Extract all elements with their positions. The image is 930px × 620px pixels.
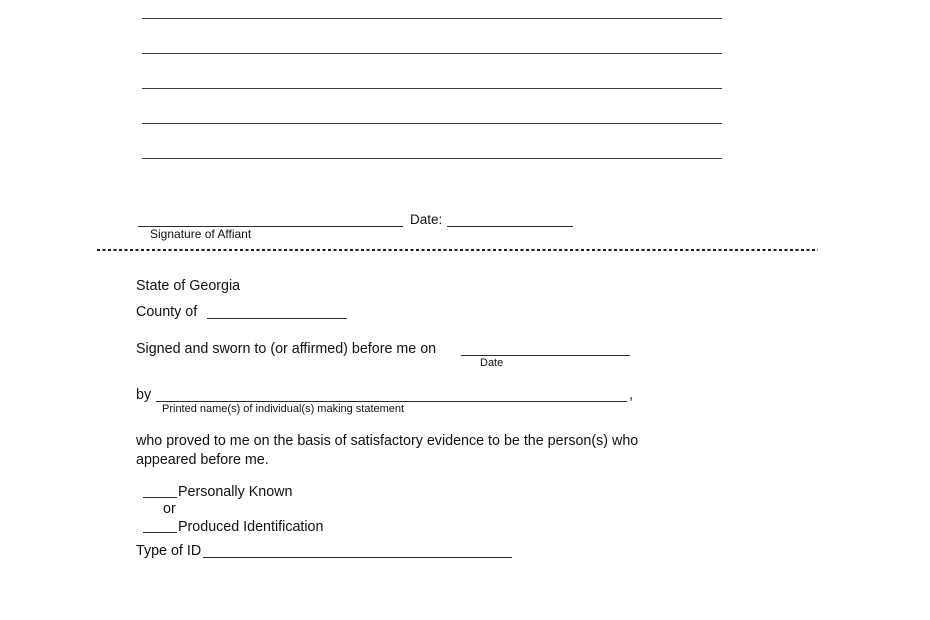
- signature-caption: Signature of Affiant: [150, 227, 252, 241]
- statement-blank-line[interactable]: [142, 53, 722, 54]
- or-text: or: [163, 501, 176, 517]
- personally-known-label: Personally Known: [178, 484, 293, 500]
- sworn-date-blank[interactable]: [461, 355, 630, 356]
- personally-known-blank[interactable]: [143, 497, 177, 498]
- date-label: Date:: [410, 212, 443, 227]
- by-trailing-comma: ,: [629, 387, 633, 403]
- sworn-statement-text: Signed and sworn to (or affirmed) before me on: [136, 341, 437, 357]
- sworn-date-caption: Date: [480, 357, 504, 369]
- printed-name-blank[interactable]: [156, 401, 627, 402]
- statement-blank-line[interactable]: [142, 158, 722, 159]
- statement-blank-line[interactable]: [142, 123, 722, 124]
- county-of-label: County of: [136, 304, 198, 320]
- statement-blank-line[interactable]: [142, 18, 722, 19]
- satisfactory-evidence-paragraph: who proved to me on the basis of satisfactory evidence to be the person(s) who appeared before me.: [136, 433, 639, 468]
- section-divider-dashed-line: [97, 249, 818, 251]
- county-blank[interactable]: [207, 318, 347, 319]
- produced-identification-label: Produced Identification: [178, 519, 324, 535]
- signature-date-blank[interactable]: [447, 226, 573, 227]
- by-label: by: [136, 387, 152, 403]
- type-of-id-blank[interactable]: [203, 557, 512, 558]
- type-of-id-label: Type of ID: [136, 543, 202, 559]
- state-of-georgia-text: State of Georgia: [136, 278, 241, 294]
- statement-blank-line[interactable]: [142, 88, 722, 89]
- printed-name-caption: Printed name(s) of individual(s) making statement: [162, 403, 405, 415]
- produced-identification-blank[interactable]: [143, 532, 177, 533]
